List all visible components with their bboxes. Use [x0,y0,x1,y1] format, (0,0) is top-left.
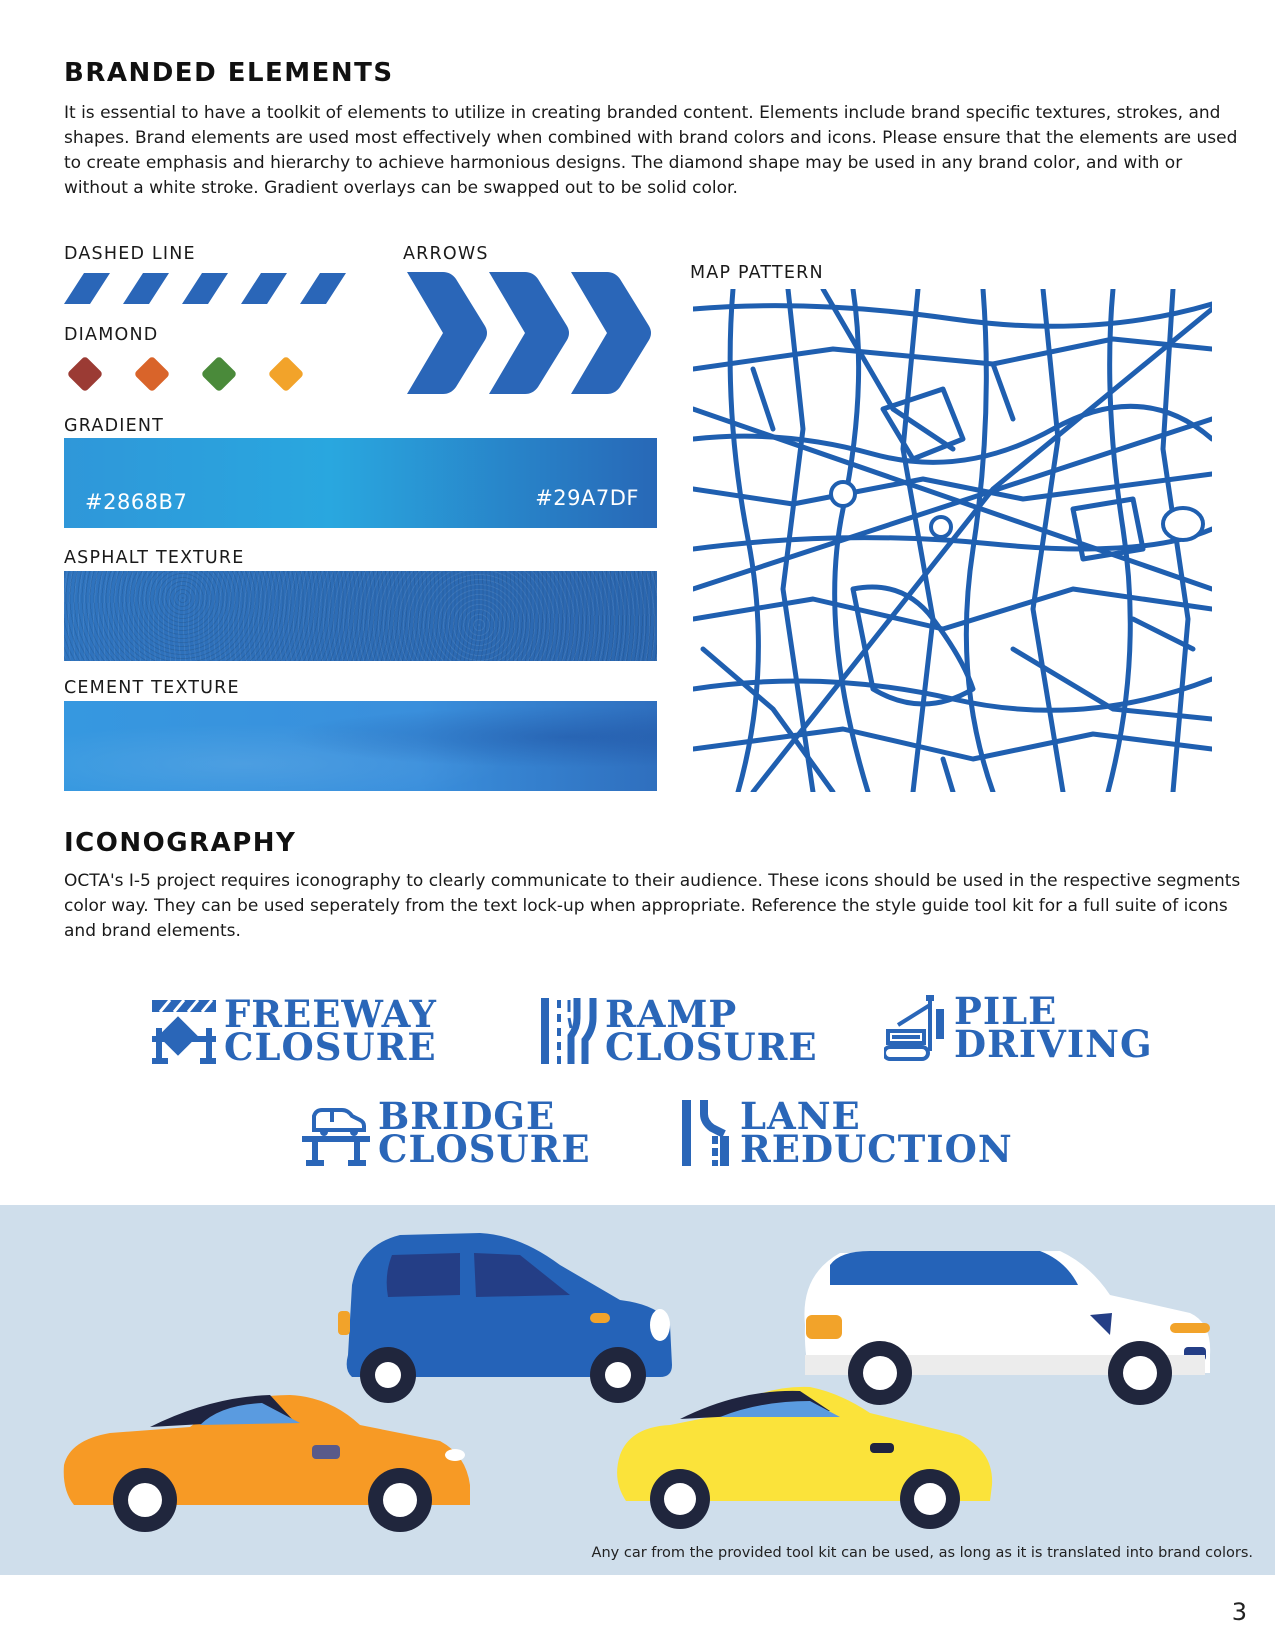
car-caption: Any car from the provided tool kit can be used, as long as it is translated into brand colors. [591,1545,1253,1561]
diamond-orange [134,356,171,393]
iconography-title: ICONOGRAPHY [64,828,297,858]
pile-driving-line2: DRIVING [954,1022,1153,1066]
lane-reduction-lockup [682,1094,1013,1171]
gradient-left-hex: #2868B7 [85,490,188,514]
yellow-sportscar-illustration [617,1387,992,1529]
cement-texture-swatch [64,701,657,791]
lane-reduction-line2: REDUCTION [740,1127,1013,1171]
arrows-label: ARROWS [403,244,489,264]
lane-reduction-icon [682,1100,732,1166]
freeway-closure-line1: FREEWAY [224,992,437,1036]
page-number: 3 [1231,1598,1247,1626]
cement-texture-label: CEMENT TEXTURE [64,678,240,698]
orange-coupe-illustration [64,1395,470,1532]
lane-reduction-line1: LANE [740,1094,861,1138]
ramp-closure-line2: CLOSURE [605,1025,818,1069]
asphalt-texture-label: ASPHALT TEXTURE [64,548,245,568]
asphalt-texture-swatch [64,571,657,661]
iconography-paragraph: OCTA's I-5 project requires iconography to clearly communicate to their audience. These icons should be used in the respective segments color way. They can be used seperately from the text lock-up when appropriate. Reference the style guide tool kit for a full suite of icons and brand elements. [64,871,1241,941]
pile-driving-line1: PILE [954,989,1058,1033]
freeway-closure-icon [152,998,216,1064]
car-illustrations [0,1205,1275,1575]
freeway-closure-lockup [152,992,437,1069]
ramp-closure-line1: RAMP [605,992,738,1036]
dashed-line-element [64,273,356,304]
diamond-swatches [64,353,314,395]
blue-hatchback-illustration [338,1233,672,1403]
freeway-closure-line2: CLOSURE [224,1025,437,1069]
bridge-closure-lockup [302,1094,591,1171]
pile-driving-icon [884,995,946,1061]
bridge-closure-icon [302,1100,370,1166]
branded-elements-title: BRANDED ELEMENTS [64,58,394,88]
map-pattern-element [693,289,1212,792]
diamond-green [201,356,238,393]
bridge-closure-line2: CLOSURE [378,1127,591,1171]
diamond-label: DIAMOND [64,325,159,345]
dashed-line-label: DASHED LINE [64,244,196,264]
diamond-yellow [268,356,305,393]
map-pattern-label: MAP PATTERN [690,263,824,283]
ramp-closure-icon [541,998,597,1064]
branded-elements-paragraph: It is essential to have a toolkit of elements to utilize in creating branded content. Elements include brand specific textures, strokes, and shapes. Brand elements are used most effectively when combined with brand colors and icons. Please ensure that the elements are used to create emphasis and hierarchy to achieve harmonious designs. The diamond shape may be used in any brand color, and with or without a white stroke. Gradient overlays can be swapped out to be solid color. [64,103,1238,198]
pile-driving-lockup [884,989,1153,1066]
ramp-closure-lockup [541,992,818,1069]
gradient-right-hex: #29A7DF [535,486,639,510]
gradient-swatch [64,438,657,528]
arrows-element [403,272,659,394]
white-wagon-illustration [804,1251,1210,1405]
gradient-label: GRADIENT [64,416,165,436]
car-illustration-band [0,1205,1275,1575]
diamond-red [67,356,104,393]
bridge-closure-line1: BRIDGE [378,1094,556,1138]
